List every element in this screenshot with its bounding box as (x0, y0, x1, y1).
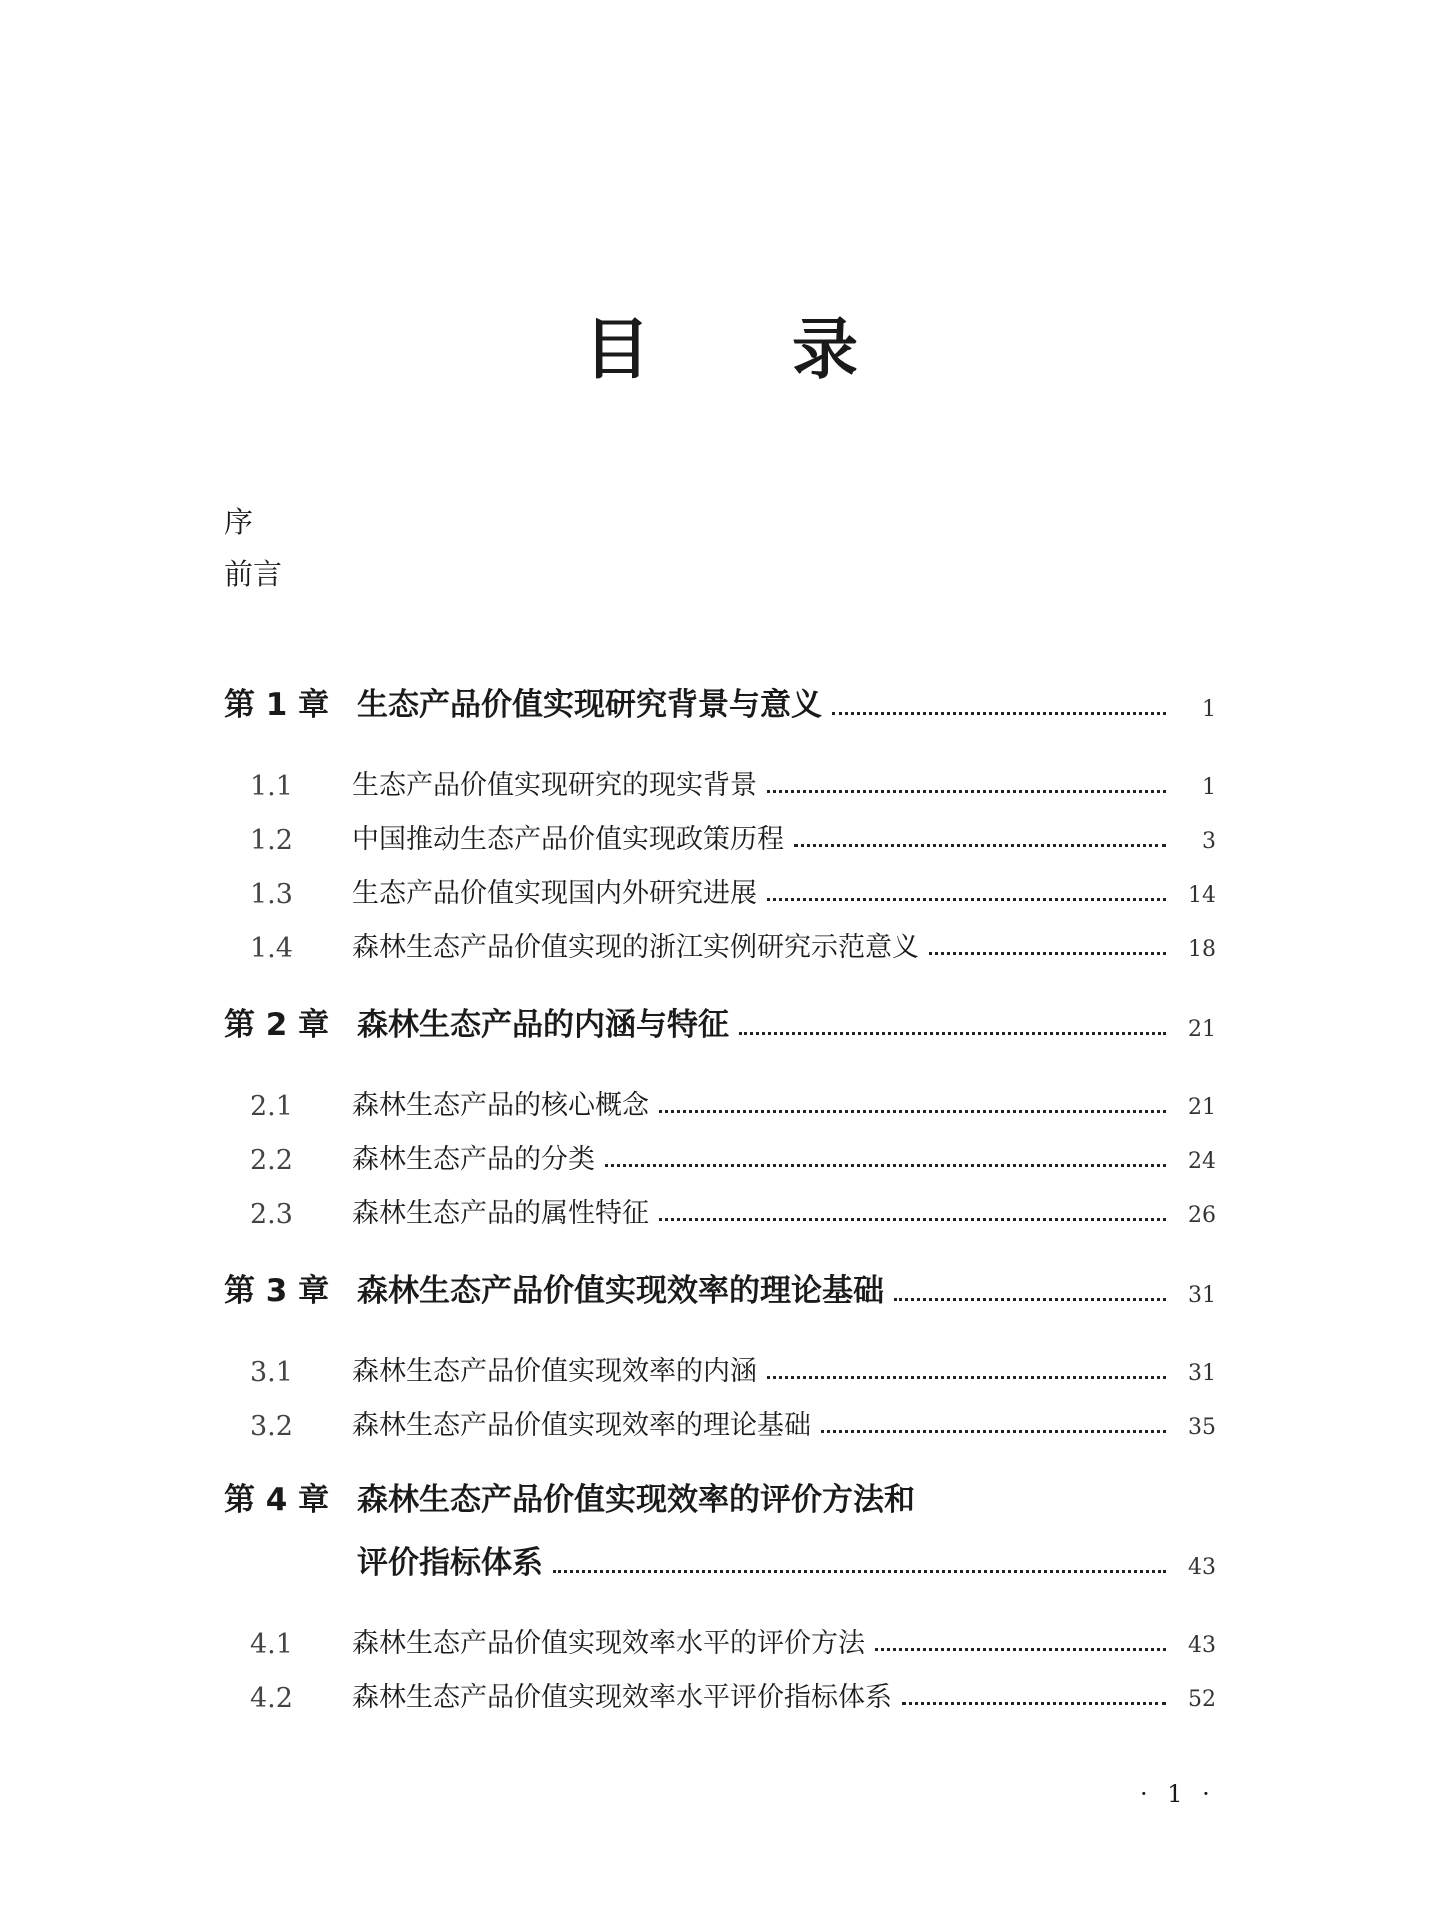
title-char-2: 录 (792, 311, 858, 388)
dot-leader (553, 1570, 1166, 1573)
toc-section-4-1[interactable] (224, 1616, 1216, 1660)
page-number: 26 (1188, 1203, 1216, 1228)
section-number: 3.2 (250, 1411, 293, 1442)
toc-section-3-2[interactable] (224, 1398, 1216, 1442)
page-number: 14 (1188, 883, 1216, 908)
page-number: 31 (1188, 1361, 1216, 1386)
dot-leader (821, 1430, 1166, 1433)
front-matter-preface[interactable]: 序 (224, 505, 254, 539)
chapter-title: 生态产品价值实现研究背景与意义 (357, 687, 822, 723)
page-number: 35 (1188, 1415, 1216, 1440)
toc-section-1-2[interactable] (224, 812, 1216, 856)
section-number: 1.1 (250, 771, 293, 802)
page-number: 24 (1188, 1149, 1216, 1174)
chapter-number: 第 4 章 (224, 1482, 330, 1518)
section-title: 森林生态产品价值实现效率的内涵 (352, 1356, 757, 1387)
section-title: 森林生态产品价值实现效率的理论基础 (352, 1410, 811, 1441)
toc-chapter-4-line-1[interactable] (224, 1474, 915, 1519)
section-number: 3.1 (250, 1357, 293, 1388)
page-number: 43 (1188, 1555, 1216, 1580)
page-number: 3 (1202, 829, 1216, 854)
dot-leader (739, 1032, 1166, 1035)
chapter-number: 第 2 章 (224, 1007, 330, 1043)
chapter-title-line-1: 森林生态产品价值实现效率的评价方法和 (357, 1482, 915, 1518)
dot-leader (659, 1218, 1166, 1221)
page-number: 18 (1188, 937, 1216, 962)
page-number: 43 (1188, 1633, 1216, 1658)
dot-leader (767, 898, 1166, 901)
chapter-number: 第 3 章 (224, 1273, 330, 1309)
section-number: 2.1 (250, 1091, 293, 1122)
toc-section-2-3[interactable] (224, 1186, 1216, 1230)
toc-section-1-1[interactable] (224, 758, 1216, 802)
page-number: 21 (1188, 1095, 1216, 1120)
folio-page-number: · 1 · (1140, 1780, 1216, 1808)
page-number: 31 (1188, 1283, 1216, 1308)
section-number: 4.1 (250, 1629, 293, 1660)
page-number: 1 (1202, 775, 1216, 800)
page-number: 21 (1188, 1017, 1216, 1042)
chapter-number: 第 1 章 (224, 687, 330, 723)
front-matter-foreword[interactable]: 前言 (224, 557, 283, 591)
section-title: 森林生态产品价值实现效率水平评价指标体系 (352, 1682, 892, 1713)
toc-chapter-2[interactable] (224, 1000, 1216, 1044)
section-title: 森林生态产品的核心概念 (352, 1090, 649, 1121)
dot-leader (832, 712, 1166, 715)
toc-chapter-4-line-2[interactable] (357, 1538, 1216, 1582)
title-char-1: 目 (584, 311, 650, 388)
chapter-title-line-2: 评价指标体系 (357, 1545, 543, 1581)
toc-section-3-1[interactable] (224, 1344, 1216, 1388)
dot-leader (894, 1298, 1166, 1301)
dot-leader (767, 1376, 1166, 1379)
dot-leader (902, 1702, 1166, 1705)
toc-section-1-4[interactable] (224, 920, 1216, 964)
section-number: 2.3 (250, 1199, 293, 1230)
section-number: 1.4 (250, 933, 293, 964)
dot-leader (767, 790, 1166, 793)
chapter-title: 森林生态产品价值实现效率的理论基础 (357, 1273, 884, 1309)
chapter-title: 森林生态产品的内涵与特征 (357, 1007, 729, 1043)
section-number: 2.2 (250, 1145, 293, 1176)
section-number: 4.2 (250, 1683, 293, 1714)
dot-leader (659, 1110, 1166, 1113)
section-title: 森林生态产品价值实现的浙江实例研究示范意义 (352, 932, 919, 963)
section-title: 森林生态产品价值实现效率水平的评价方法 (352, 1628, 865, 1659)
section-title: 森林生态产品的属性特征 (352, 1198, 649, 1229)
toc-section-4-2[interactable] (224, 1670, 1216, 1714)
dot-leader (794, 844, 1166, 847)
dot-leader (605, 1164, 1166, 1167)
section-number: 1.3 (250, 879, 293, 910)
toc-section-1-3[interactable] (224, 866, 1216, 910)
section-title: 生态产品价值实现研究的现实背景 (352, 770, 757, 801)
toc-chapter-3[interactable] (224, 1266, 1216, 1310)
page-number: 52 (1188, 1687, 1216, 1712)
dot-leader (875, 1648, 1166, 1651)
dot-leader (929, 952, 1166, 955)
toc-section-2-2[interactable] (224, 1132, 1216, 1176)
section-number: 1.2 (250, 825, 293, 856)
toc-chapter-1[interactable] (224, 680, 1216, 724)
toc-section-2-1[interactable] (224, 1078, 1216, 1122)
page-number: 1 (1202, 697, 1216, 722)
section-title: 生态产品价值实现国内外研究进展 (352, 878, 757, 909)
section-title: 森林生态产品的分类 (352, 1144, 595, 1175)
section-title: 中国推动生态产品价值实现政策历程 (352, 824, 784, 855)
